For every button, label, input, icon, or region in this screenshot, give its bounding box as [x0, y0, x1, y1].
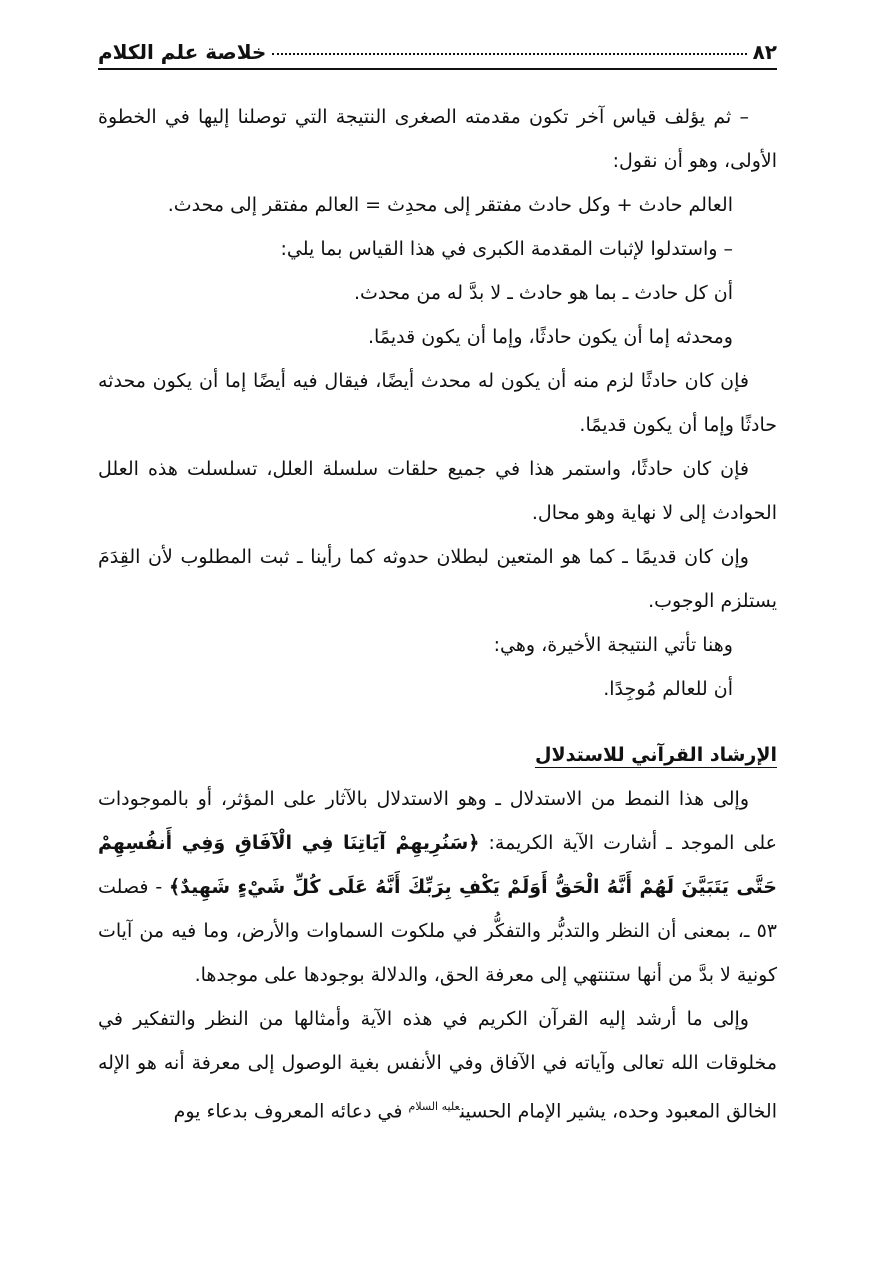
paragraph-syllogism-intro: – ثم يؤلف قياس آخر تكون مقدمته الصغرى النتيجة التي توصلنا إليها في الخطوة الأولى، وهو أن نقول: [98, 106, 777, 172]
paragraph-division: ومحدثه إما أن يكون حادثًا، وإما أن يكون قديمًا. [368, 326, 733, 348]
paragraph-proof-intro: – واستدلوا لإثبات المقدمة الكبرى في هذا القياس بما يلي: [280, 238, 733, 260]
peace-honorific: عليه السلام [408, 1100, 460, 1113]
paragraph-imam-hussain [98, 997, 777, 1133]
header-dotted-leader [272, 45, 746, 55]
page-header [98, 34, 777, 70]
page-number: ٨٢ [752, 40, 777, 64]
section-heading: الإرشاد القرآني للاستدلال [534, 744, 777, 766]
quran-verse: ﴿سَنُرِيهِمْ آيَاتِنَا فِي الْآفَاقِ وَفِي أَنفُسِهِمْ حَتَّى يَتَبَيَّنَ لَهُمْ أَنَّهُ الْحَقُّ أَوَلَمْ يَكْفِ بِرَبِّكَ أَنَّهُ عَلَى كُلِّ شَيْءٍ شَهِيدٌ﴾ [98, 832, 777, 898]
paragraph-conclusion: أن للعالم مُوجِدًا. [603, 678, 733, 700]
paragraph-conclusion-intro: وهنا تأتي النتيجة الأخيرة، وهي: [493, 634, 733, 656]
paragraph-premise: أن كل حادث ـ بما هو حادث ـ لا بدَّ له من محدث. [354, 282, 733, 304]
paragraph-quranic-guidance [98, 777, 777, 997]
imam-text-after: في دعائه المعروف بدعاء يوم [173, 1100, 409, 1123]
book-title: خلاصة علم الكلام [98, 40, 267, 64]
page-content [98, 95, 777, 1133]
quranic-text-before: وإلى هذا النمط من الاستدلال ـ وهو الاستدلال بالآثار على المؤثر، أو بالموجودات على الموجد ـ أشارت الآية الكريمة: [98, 788, 777, 854]
paragraph-case-originated: فإن كان حادثًا لزم منه أن يكون له محدث أيضًا، فيقال فيه أيضًا إما أن يكون محدثه حادثًا وإما أن يكون قديمًا. [98, 370, 777, 436]
paragraph-regress: فإن كان حادثًا، واستمر هذا في جميع حلقات سلسلة العلل، تسلسلت هذه العلل الحوادث إلى لا نهاية وهو محال. [98, 458, 777, 524]
paragraph-equation: العالم حادث + وكل حادث مفتقر إلى محدِث = العالم مفتقر إلى محدث. [167, 194, 733, 216]
imam-text-before: وإلى ما أرشد إليه القرآن الكريم في هذه الآية وأمثالها من النظر والتفكير في مخلوقات الله تعالى وآياته في الآفاق وفي الأنفس بغية الوصول إلى معرفة أنه هو الإله الخالق المعبود وحده، يشير الإمام الحسين [98, 1008, 777, 1123]
quranic-text-after: - فصلت ٥٣ ـ، بمعنى أن النظر والتدبُّر والتفكُّر في ملكوت السماوات والأرض، وما فيه من آيات كونية لا بدَّ من أنها ستنتهي إلى معرفة الحق، والدلالة بوجودها على موجدها. [98, 876, 777, 986]
paragraph-case-eternal: وإن كان قديمًا ـ كما هو المتعين لبطلان حدوثه كما رأينا ـ ثبت المطلوب لأن القِدَمَ يستلزم الوجوب. [98, 546, 777, 612]
